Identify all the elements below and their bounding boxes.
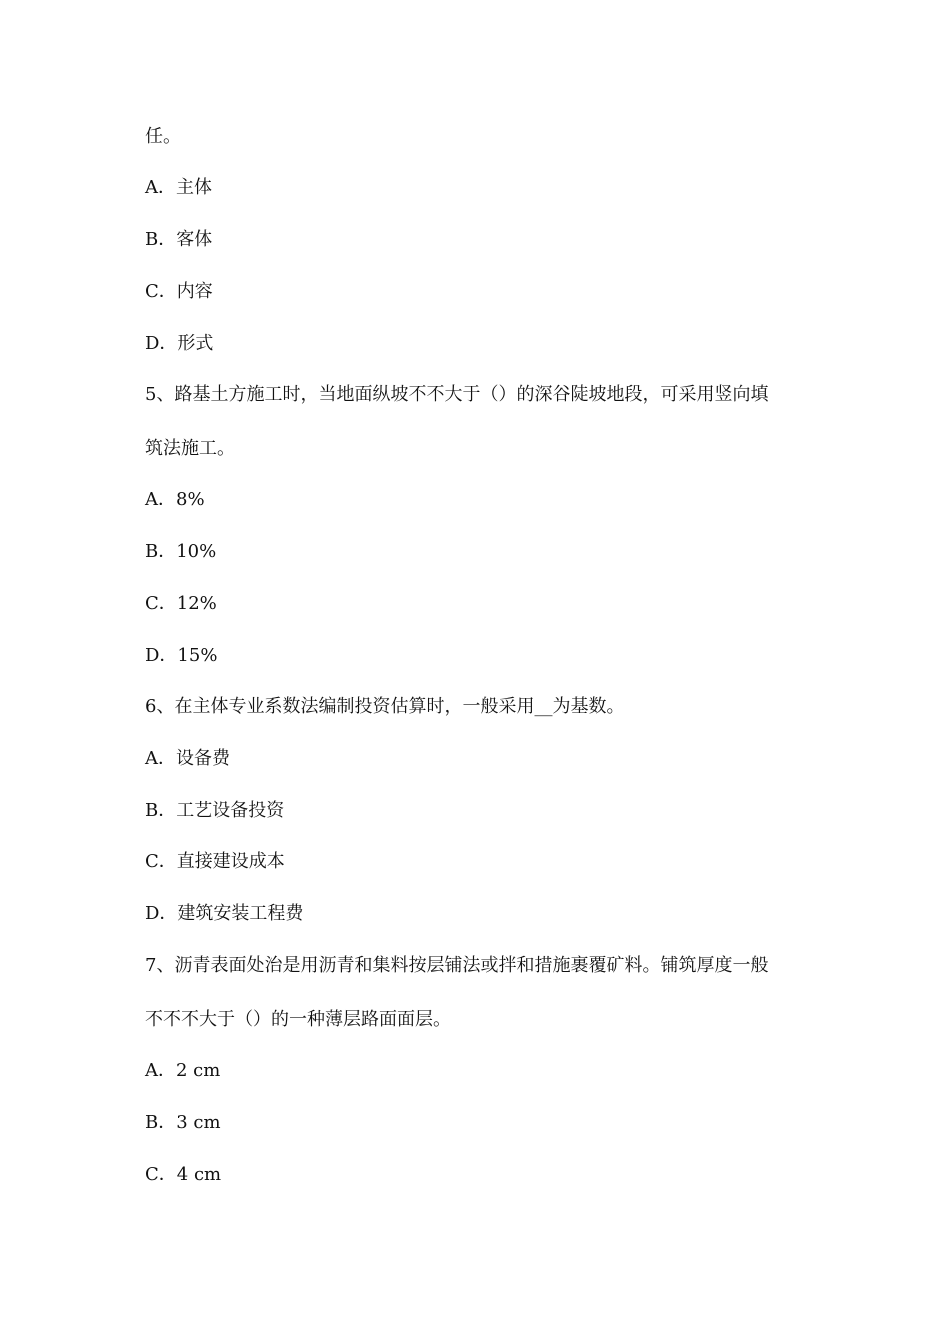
question-6-option-a: A．设备费 (145, 748, 230, 769)
question-5-option-a: A．8% (145, 489, 205, 510)
question-7-option-b: B．3 cm (145, 1112, 221, 1133)
question-6-option-c: C．直接建设成本 (145, 851, 285, 872)
question-7-stem-line-2: 不不不大于（）的一种薄层路面面层。 (145, 1009, 451, 1030)
question-5-option-b: B．10% (145, 541, 217, 562)
question-6-option-b: B．工艺设备投资 (145, 800, 285, 821)
question-5-stem-line-2: 筑法施工。 (145, 438, 235, 459)
question-4-option-a: A．主体 (145, 177, 212, 198)
question-4-option-c: C．内容 (145, 281, 213, 302)
question-4-option-d: D．形式 (145, 333, 214, 354)
question-5-option-d: D．15% (145, 645, 218, 666)
question-5-stem-line-1: 5、路基土方施工时，当地面纵坡不不大于（）的深谷陡坡地段，可采用竖向填 (145, 384, 769, 405)
question-7-option-c: C．4 cm (145, 1164, 222, 1185)
question-6-stem: 6、在主体专业系数法编制投资估算时，一般采用__为基数。 (145, 696, 625, 717)
question-4-tail: 任。 (145, 126, 181, 147)
question-4-option-b: B．客体 (145, 229, 213, 250)
question-5-option-c: C．12% (145, 593, 217, 614)
question-7-stem-line-1: 7、沥青表面处治是用沥青和集料按层铺法或拌和措施裹覆矿料。铺筑厚度一般 (145, 955, 769, 976)
question-6-option-d: D．建筑安装工程费 (145, 903, 304, 924)
question-7-option-a: A．2 cm (145, 1060, 221, 1081)
